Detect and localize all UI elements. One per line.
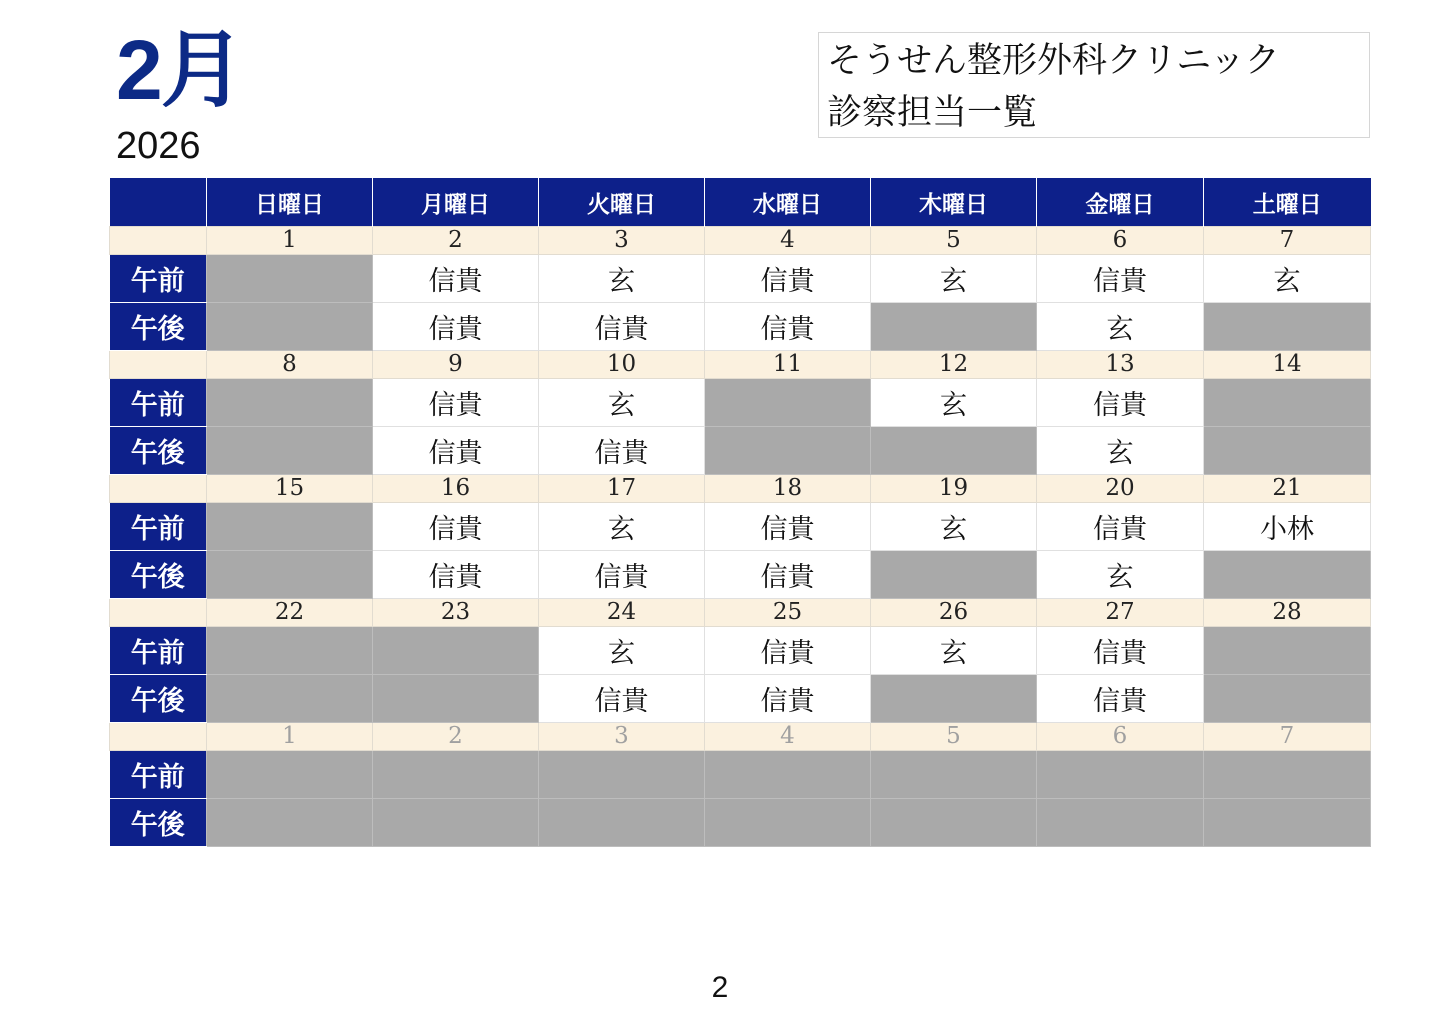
closed-slot xyxy=(1204,799,1371,847)
morning-row xyxy=(110,503,1371,551)
closed-slot xyxy=(207,427,373,475)
doctor-cell: 玄 xyxy=(539,255,705,303)
doctor-cell: 玄 xyxy=(1204,255,1371,303)
closed-slot xyxy=(373,627,539,675)
date-cell: 5 xyxy=(871,227,1037,255)
afternoon-label: 午後 xyxy=(110,427,207,475)
closed-slot xyxy=(705,799,871,847)
closed-slot xyxy=(207,303,373,351)
doctor-cell: 信貴 xyxy=(373,503,539,551)
closed-slot xyxy=(871,675,1037,723)
date-cell: 4 xyxy=(705,227,871,255)
morning-label: 午前 xyxy=(110,627,207,675)
morning-label: 午前 xyxy=(110,503,207,551)
date-cell: 2 xyxy=(373,227,539,255)
doctor-cell: 信貴 xyxy=(373,551,539,599)
closed-slot xyxy=(207,799,373,847)
date-row xyxy=(110,475,1371,503)
doctor-cell: 信貴 xyxy=(1037,503,1204,551)
closed-slot xyxy=(1204,303,1371,351)
date-cell: 1 xyxy=(207,723,373,751)
doctor-cell: 信貴 xyxy=(1037,379,1204,427)
date-cell: 1 xyxy=(207,227,373,255)
schedule-table xyxy=(109,178,1371,847)
closed-slot xyxy=(207,551,373,599)
closed-slot xyxy=(1204,551,1371,599)
closed-slot xyxy=(1037,751,1204,799)
doctor-cell: 信貴 xyxy=(705,551,871,599)
doctor-cell: 玄 xyxy=(539,503,705,551)
doctor-cell: 信貴 xyxy=(373,379,539,427)
weekday-header: 火曜日 xyxy=(539,178,705,227)
doctor-cell: 信貴 xyxy=(1037,627,1204,675)
date-cell: 11 xyxy=(705,351,871,379)
afternoon-row xyxy=(110,427,1371,475)
doctor-cell: 玄 xyxy=(1037,303,1204,351)
doctor-cell: 玄 xyxy=(871,379,1037,427)
date-cell: 16 xyxy=(373,475,539,503)
date-cell: 10 xyxy=(539,351,705,379)
closed-slot xyxy=(207,379,373,427)
closed-slot xyxy=(207,255,373,303)
date-cell: 6 xyxy=(1037,723,1204,751)
page-number: 2 xyxy=(711,971,729,1004)
date-cell: 3 xyxy=(539,723,705,751)
closed-slot xyxy=(373,799,539,847)
closed-slot xyxy=(1204,427,1371,475)
closed-slot xyxy=(871,799,1037,847)
date-cell: 21 xyxy=(1204,475,1371,503)
date-cell: 12 xyxy=(871,351,1037,379)
weekday-header: 水曜日 xyxy=(705,178,871,227)
date-cell: 27 xyxy=(1037,599,1204,627)
morning-label: 午前 xyxy=(110,751,207,799)
date-cell: 7 xyxy=(1204,227,1371,255)
weekday-header: 金曜日 xyxy=(1037,178,1204,227)
closed-slot xyxy=(539,799,705,847)
doctor-cell: 信貴 xyxy=(373,427,539,475)
closed-slot xyxy=(207,627,373,675)
morning-row xyxy=(110,627,1371,675)
date-cell: 9 xyxy=(373,351,539,379)
date-cell: 22 xyxy=(207,599,373,627)
doctor-cell: 玄 xyxy=(1037,427,1204,475)
date-cell: 23 xyxy=(373,599,539,627)
date-cell: 7 xyxy=(1204,723,1371,751)
date-row xyxy=(110,723,1371,751)
doctor-cell: 玄 xyxy=(871,255,1037,303)
doctor-cell: 玄 xyxy=(1037,551,1204,599)
date-row-corner xyxy=(110,351,207,379)
doctor-cell: 信貴 xyxy=(373,303,539,351)
closed-slot xyxy=(705,427,871,475)
afternoon-row xyxy=(110,675,1371,723)
doctor-cell: 信貴 xyxy=(373,255,539,303)
closed-slot xyxy=(207,751,373,799)
doctor-cell: 信貴 xyxy=(1037,255,1204,303)
closed-slot xyxy=(705,751,871,799)
doctor-cell: 信貴 xyxy=(539,303,705,351)
date-cell: 17 xyxy=(539,475,705,503)
weekday-header: 月曜日 xyxy=(373,178,539,227)
doctor-cell: 信貴 xyxy=(705,503,871,551)
date-cell: 13 xyxy=(1037,351,1204,379)
date-cell: 18 xyxy=(705,475,871,503)
date-cell: 3 xyxy=(539,227,705,255)
closed-slot xyxy=(1037,799,1204,847)
doctor-cell: 信貴 xyxy=(539,427,705,475)
afternoon-row xyxy=(110,551,1371,599)
doctor-cell: 信貴 xyxy=(539,551,705,599)
date-cell: 15 xyxy=(207,475,373,503)
closed-slot xyxy=(373,675,539,723)
afternoon-label: 午後 xyxy=(110,799,207,847)
header-corner xyxy=(110,178,207,227)
morning-row xyxy=(110,255,1371,303)
date-cell: 28 xyxy=(1204,599,1371,627)
closed-slot xyxy=(539,751,705,799)
afternoon-row xyxy=(110,799,1371,847)
doctor-cell: 玄 xyxy=(871,627,1037,675)
date-cell: 19 xyxy=(871,475,1037,503)
closed-slot xyxy=(871,751,1037,799)
closed-slot xyxy=(1204,379,1371,427)
date-cell: 8 xyxy=(207,351,373,379)
weekday-header: 土曜日 xyxy=(1204,178,1371,227)
date-row-corner xyxy=(110,723,207,751)
date-row-corner xyxy=(110,599,207,627)
date-row xyxy=(110,351,1371,379)
afternoon-label: 午後 xyxy=(110,303,207,351)
clinic-title-box xyxy=(818,32,1370,138)
closed-slot xyxy=(207,503,373,551)
doctor-cell: 玄 xyxy=(871,503,1037,551)
weekday-header: 木曜日 xyxy=(871,178,1037,227)
morning-row xyxy=(110,751,1371,799)
date-cell: 25 xyxy=(705,599,871,627)
closed-slot xyxy=(207,675,373,723)
date-cell: 2 xyxy=(373,723,539,751)
closed-slot xyxy=(1204,627,1371,675)
afternoon-label: 午後 xyxy=(110,675,207,723)
date-cell: 24 xyxy=(539,599,705,627)
weekday-header-row xyxy=(110,178,1371,227)
afternoon-row xyxy=(110,303,1371,351)
morning-label: 午前 xyxy=(110,379,207,427)
closed-slot xyxy=(871,303,1037,351)
doctor-cell: 小林 xyxy=(1204,503,1371,551)
year-label: 2026 xyxy=(116,125,201,167)
afternoon-label: 午後 xyxy=(110,551,207,599)
doctor-cell: 信貴 xyxy=(705,255,871,303)
doctor-cell: 信貴 xyxy=(539,675,705,723)
doctor-cell: 玄 xyxy=(539,627,705,675)
closed-slot xyxy=(871,427,1037,475)
date-cell: 14 xyxy=(1204,351,1371,379)
doctor-cell: 玄 xyxy=(539,379,705,427)
date-cell: 26 xyxy=(871,599,1037,627)
weekday-header: 日曜日 xyxy=(207,178,373,227)
month-title: 2月 xyxy=(116,23,243,117)
date-row-corner xyxy=(110,227,207,255)
morning-label: 午前 xyxy=(110,255,207,303)
date-cell: 5 xyxy=(871,723,1037,751)
date-cell: 6 xyxy=(1037,227,1204,255)
doctor-cell: 信貴 xyxy=(705,675,871,723)
date-cell: 4 xyxy=(705,723,871,751)
date-cell: 20 xyxy=(1037,475,1204,503)
doctor-cell: 信貴 xyxy=(1037,675,1204,723)
doctor-cell: 信貴 xyxy=(705,627,871,675)
closed-slot xyxy=(1204,751,1371,799)
schedule-subtitle: 診察担当一覧 xyxy=(827,93,1038,133)
clinic-name: そうせん整形外科クリニック xyxy=(827,41,1280,81)
closed-slot xyxy=(373,751,539,799)
date-row-corner xyxy=(110,475,207,503)
closed-slot xyxy=(871,551,1037,599)
closed-slot xyxy=(705,379,871,427)
morning-row xyxy=(110,379,1371,427)
date-row xyxy=(110,599,1371,627)
doctor-cell: 信貴 xyxy=(705,303,871,351)
closed-slot xyxy=(1204,675,1371,723)
date-row xyxy=(110,227,1371,255)
